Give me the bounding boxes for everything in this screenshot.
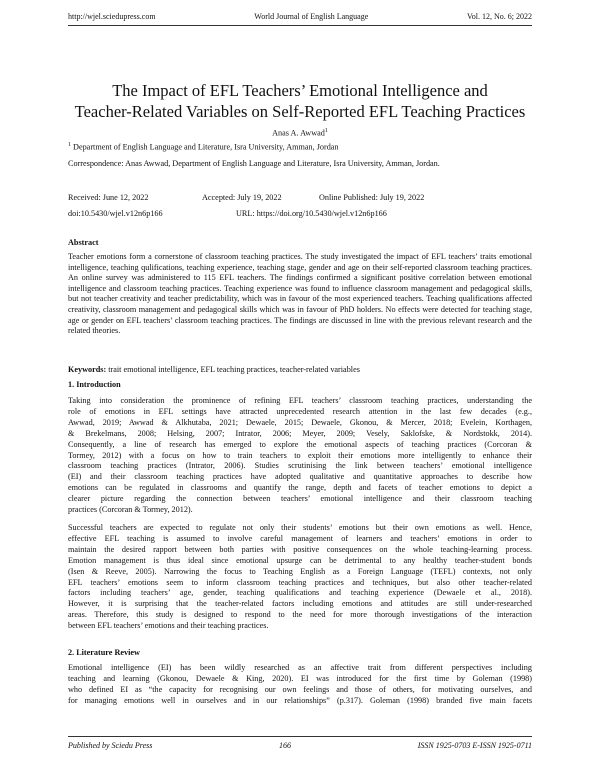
accepted-date: Accepted: July 19, 2022 xyxy=(202,193,282,202)
text-line: & Brekelmans, 2008; Helsing, 2007; Intrator, 2006; Meyer, 2009; Vesely, Saklofske, & Nordstokk, 2014). xyxy=(68,428,532,438)
paper-title xyxy=(60,80,540,122)
journal-url[interactable]: http://wjel.sciedupress.com xyxy=(68,12,156,21)
affiliation xyxy=(68,142,339,152)
text-line: between EFL teachers’ emotions and their teaching practices. xyxy=(68,621,269,631)
text-line: Consequently, a line of research has emerged to explore the emotional aspects of teaching practices (Corcoran & xyxy=(68,439,532,449)
issn: ISSN 1925-0703 E-ISSN 1925-0711 xyxy=(417,741,532,750)
text-line: effective EFL teaching is assumed to involve careful management of learners and teachers’ emotions in order to xyxy=(68,533,532,543)
text-line: Emotion management is thus ideal since emotional upsurge can be detrimental to any healthy teacher-student bonds xyxy=(68,555,532,565)
intro-heading: 1. Introduction xyxy=(68,380,121,389)
keywords-label: Keywords: xyxy=(68,365,107,374)
header-divider xyxy=(68,25,532,26)
footer-divider xyxy=(68,736,532,737)
publisher: Published by Sciedu Press xyxy=(68,741,153,750)
author xyxy=(0,128,600,138)
received-date: Received: June 12, 2022 xyxy=(68,193,149,202)
text-line: Taking into consideration the prominence of refining EFL teachers’ classroom teaching practices, understanding the xyxy=(68,396,532,405)
text-line: practices (Corcoran & Tormey, 2012). xyxy=(68,505,193,514)
affiliation-text: Department of English Language and Literature, Isra University, Amman, Jordan xyxy=(73,142,339,152)
text-line: classroom teaching practices (Intrator, 2006). Studies scrutinising the link between teachers’ emotional intelligence xyxy=(68,461,532,471)
text-line: Awwad, 2019; Awwad & Alkhutaba, 2021; Dewaele, 2015; Dewaele, Gkonou, & Mercer, 2018; Evelein, Korthagen, xyxy=(68,417,532,427)
text-line: However, it is surprising that the teacher-related factors including emotions and attitudes are still under-researched xyxy=(68,599,532,609)
lit-heading: 2. Literature Review xyxy=(68,648,140,657)
text-line: maintain the desired rapport between both parties with positive consequences on the whole teaching-learning process. xyxy=(68,544,532,554)
text-line: EFL teachers’ emotions seem to inform classroom teaching practices and techniques, but also other teacher-related xyxy=(68,577,532,587)
abstract-text: Teacher emotions form a cornerstone of classroom teaching practices. The study investigated the impact of EFL teachers’ traits emotional intelligence, teaching qulifications, teaching experience, teaching stage, gender and age on their self-reported classroom teaching practices. An online survey was administered to 115 EFL teachers. The findings confirmed a significant positive correlation between emotional intelligence and classroom teaching practices. Teaching experience was found to influence classroom management and pedagogical skills, but not teacher creativity and teacher predictability, which was in favour of the most experienced teachers. Teaching qualifications affected creativity, classroom management and pedagogical skills which was in favour of PhD holders. No effects were detected for teaching stage, age or gender on EFL teachers’ classroom teaching practices. The findings are discussed in line with the previous relevant research and the related theories. xyxy=(68,252,532,336)
text-line: for managing emotions well in ourselves and in our relationships” (p.317). Goleman (1998) branded five main facets xyxy=(68,695,532,705)
journal-name: World Journal of English Language xyxy=(254,12,369,21)
keywords xyxy=(68,365,360,374)
author-sup: 1 xyxy=(324,128,328,134)
correspondence: Correspondence: Anas Awwad, Department of English Language and Literature, Isra University, Amman, Jordan. xyxy=(68,159,440,168)
author-name: Anas A. Awwad xyxy=(272,128,325,138)
text-line: clearer picture regarding the connection between teachers’ emotional intelligence and their classroom teaching xyxy=(68,494,532,504)
title-line-2: Teacher-Related Variables on Self-Reported EFL Teaching Practices xyxy=(74,102,526,121)
doi-url[interactable]: URL: https://doi.org/10.5430/wjel.v12n6p166 xyxy=(236,209,387,218)
doi: doi:10.5430/wjel.v12n6p166 xyxy=(68,209,163,218)
text-line: who defined EI as “the capacity for recognising our own feelings and those of others, for motivating ourselves, and xyxy=(68,684,532,694)
text-line: (EI) and their classroom teaching practices have adopted qualitative and quantitative approaches to describe how xyxy=(68,472,532,482)
text-line: role of emotions in EFL settings have attracted unprecedented research attention in the last few decades (e.g., xyxy=(68,406,532,416)
text-line: areas. Therefore, this study is designed to respond to the need for more thorough investigations of the interaction xyxy=(68,610,532,620)
text-line: emotions can be regulated in classrooms and quantify the range, depth and facets of teacher emotions to depict a xyxy=(68,483,532,493)
abstract-heading: Abstract xyxy=(68,238,99,247)
published-date: Online Published: July 19, 2022 xyxy=(319,193,425,202)
affiliation-sup: 1 xyxy=(68,142,71,148)
page-number: 166 xyxy=(279,741,292,750)
title-line-1: The Impact of EFL Teachers’ Emotional Intelligence and xyxy=(112,81,488,100)
page-footer xyxy=(68,741,532,750)
text-line: Successful teachers are expected to regulate not only their students’ emotions but their own emotions as well. Hence, xyxy=(68,523,532,532)
keywords-text: trait emotional intelligence, EFL teaching practices, teacher-related variables xyxy=(108,365,360,374)
running-header xyxy=(68,12,532,21)
text-line: Tormey, 2012) with a focus on how to train teachers to exploit their emotions more intelligently to enhance their xyxy=(68,450,532,460)
text-line: factors including teachers’ age, gender, teaching qualifications and teaching experience (Dewaele et al., 2018). xyxy=(68,588,532,598)
text-line: Emotional intelligence (EI) has been wildly researched as an affective trait from different perspectives including xyxy=(68,663,532,672)
volume-info: Vol. 12, No. 6; 2022 xyxy=(467,12,532,21)
text-line: teaching and learning (Gkonou, Dewaele & King, 2020). EI was introduced for the first time by Goleman (1998) xyxy=(68,673,532,683)
text-line: (Isen & Reeve, 2005). Narrowing the focus to Teaching English as a Foreign Language (TEFL) contexts, not only xyxy=(68,566,532,576)
